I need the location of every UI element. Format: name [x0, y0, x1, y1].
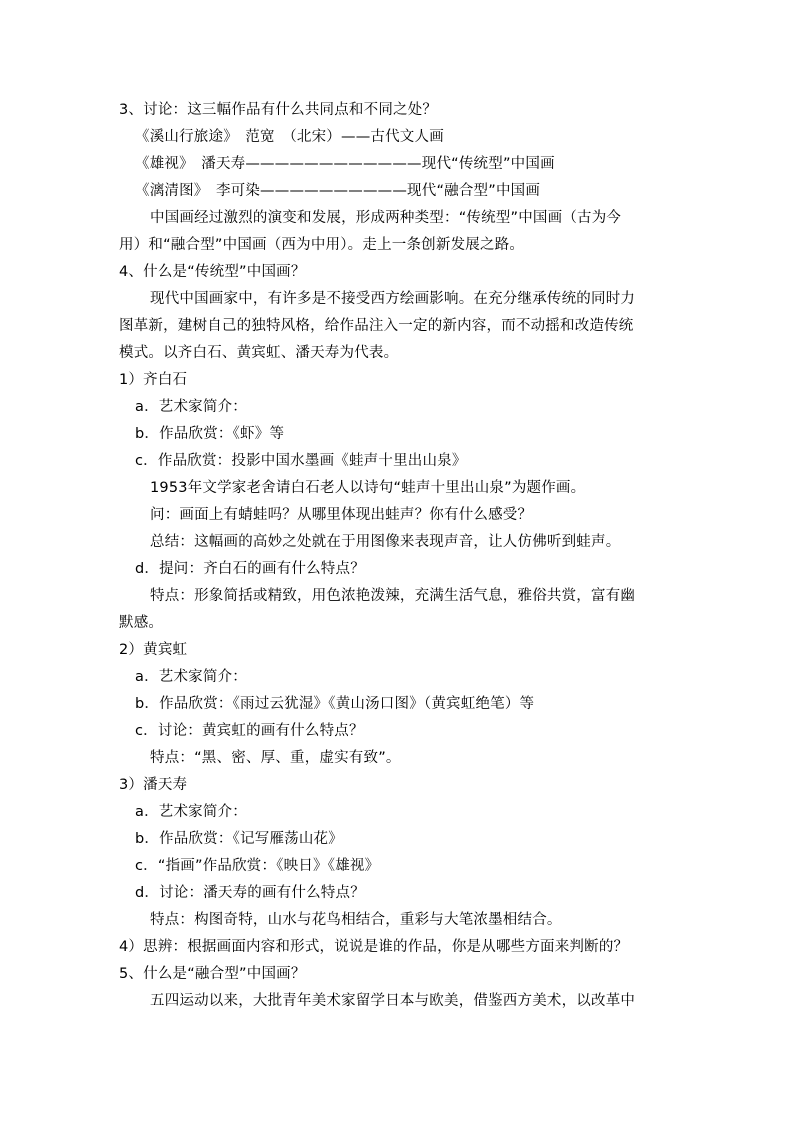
- list-item: b．作品欣赏：《雨过云犹湿》《黄山汤口图》（黄宾虹绝笔）等: [135, 696, 535, 712]
- list-item: a．艺术家简介：: [135, 399, 247, 415]
- paragraph-line: 五四运动以来，大批青年美术家留学日本与欧美，借鉴西方美术，以改革中: [150, 993, 636, 1009]
- paragraph-line: 特点：“黑、密、厚、重，虚实有致”。: [150, 750, 401, 766]
- subsection-heading: 4）思辨：根据画面内容和形式，说说是谁的作品，你是从哪些方面来判断的？: [119, 939, 629, 955]
- list-item: c．讨论：黄宾虹的画有什么特点？: [135, 723, 364, 739]
- section-heading-5: 5、什么是“融合型”中国画？: [119, 966, 306, 982]
- list-item: a．艺术家简介：: [135, 669, 247, 685]
- subsection-heading: 1）齐白石: [119, 372, 188, 388]
- list-item: c．“指画”作品欣赏：《映日》《雄视》: [135, 858, 380, 874]
- list-item: b．作品欣赏：《记写雁荡山花》: [135, 831, 343, 847]
- paragraph-line: 用）和“融合型”中国画（西为中用）。走上一条创新发展之路。: [119, 237, 525, 253]
- artwork-line: 《漓清图》 李可染——————————现代“融合型”中国画: [135, 183, 541, 199]
- artwork-line: 《雄视》 潘天寿————————————现代“传统型”中国画: [135, 156, 555, 172]
- subsection-heading: 3）潘天寿: [119, 777, 188, 793]
- subsection-heading: 2）黄宾虹: [119, 642, 188, 658]
- paragraph-line: 图革新，建树自己的独特风格，给作品注入一定的新内容，而不动摇和改造传统: [119, 318, 634, 334]
- section-heading-4: 4、什么是“传统型”中国画？: [119, 264, 306, 280]
- list-item: b．作品欣赏：《虾》等: [135, 426, 285, 442]
- paragraph-line: 问：画面上有蜻蛙吗？从哪里体现出蛙声？你有什么感受？: [150, 507, 533, 523]
- paragraph-line: 默感。: [119, 615, 164, 631]
- paragraph-line: 总结：这幅画的高妙之处就在于用图像来表现声音，让人仿佛听到蛙声。: [150, 534, 621, 550]
- list-item: d．讨论：潘天寿的画有什么特点？: [135, 885, 365, 901]
- section-heading-3: 3、讨论：这三幅作品有什么共同点和不同之处？: [119, 102, 438, 118]
- list-item: c．作品欣赏：投影中国水墨画《蛙声十里出山泉》: [135, 453, 467, 469]
- artwork-line: 《溪山行旅途》 范宽 （北宋）——古代文人画: [135, 129, 444, 145]
- paragraph-line: 现代中国画家中，有许多是不接受西方绘画影响。在充分继承传统的同时力: [150, 291, 636, 307]
- paragraph-line: 中国画经过激烈的演变和发展，形成两种类型：“传统型”中国画（古为今: [150, 210, 622, 226]
- list-item: a．艺术家简介：: [135, 804, 247, 820]
- list-item: d．提问：齐白石的画有什么特点？: [135, 561, 365, 577]
- paragraph-line: 模式。以齐白石、黄宾虹、潘天寿为代表。: [119, 345, 399, 361]
- paragraph-line: 特点：构图奇特，山水与花鸟相结合，重彩与大笔浓墨相结合。: [150, 912, 562, 928]
- paragraph-line: 特点：形象简括或精致，用色浓艳泼辣，充满生活气息，雅俗共赏，富有幽: [150, 588, 636, 604]
- paragraph-line: 1953年文学家老舍请白石老人以诗句“蛙声十里出山泉”为题作画。: [150, 480, 586, 496]
